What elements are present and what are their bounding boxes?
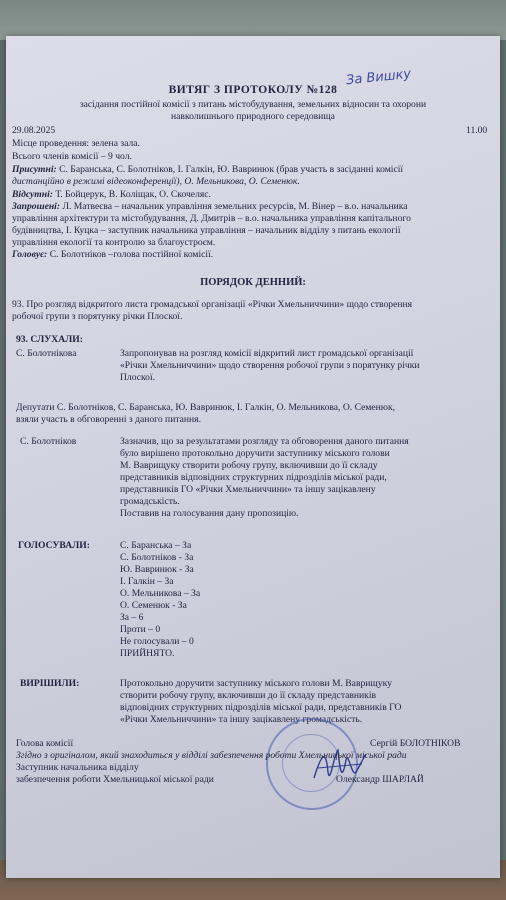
absent-names: Т. Бойцерук, В. Коліщак, О. Скочеляс. xyxy=(55,189,211,200)
present-label: Присутні: xyxy=(12,164,57,175)
chair-line xyxy=(12,249,213,262)
decided-line-1: Протокольно доручити заступнику міського голови М. Ваврищуку xyxy=(120,678,392,689)
vote-line: Проти – 0 xyxy=(120,624,161,635)
proposal-line-2: було вирішено протокольно доручити заступнику міського голови xyxy=(120,448,390,459)
proposal-line-3: М. Ваврищуку створити робочу групу, включивши до її складу xyxy=(120,460,378,471)
invited-label: Запрошені: xyxy=(12,201,61,212)
vote-line: Ю. Вавринюк - За xyxy=(120,564,194,575)
heard-text-line-1: Запропонував на розгляд комісії відкритий лист громадської організації xyxy=(120,348,414,359)
deputy-title-line-2: забезпечення роботи Хмельницької міської ради xyxy=(16,774,214,785)
decided-line-2: створити робочу групу, включивши до її складу представників xyxy=(120,690,377,701)
vote-result: ПРИЙНЯТО. xyxy=(120,648,175,659)
agenda-item-line-2: робочої групи з порятунку річки Плоскої. xyxy=(12,311,183,322)
present-line-2: дистанційно в режимі відеоконференції), О. Мельникова, О. Семенюк. xyxy=(12,176,300,187)
heard-title: 93. СЛУХАЛИ: xyxy=(16,334,83,345)
proposal-line-6: громадськість. xyxy=(120,496,180,507)
deputy-signature-name: Олександр ШАРЛАЙ xyxy=(336,774,424,785)
vote-line: С. Баранська – За xyxy=(120,540,192,551)
heard-text-line-2: «Річки Хмельниччини» щодо створення робочої групи з порятунку річки xyxy=(120,360,420,371)
proposal-line-4: представників відповідних структурних підрозділів міської ради, xyxy=(120,472,387,483)
heard-text-line-3: Плоскої. xyxy=(120,372,156,383)
proposal-speaker: С. Болотніков xyxy=(20,436,77,447)
proposal-line-5: представників ГО «Річки Хмельниччини» та іншу зацікавлену xyxy=(120,484,376,495)
invited-names: Л. Матвеєва – начальник управління земельних ресурсів, М. Вінер – в.о. начальника xyxy=(62,201,408,212)
meeting-date: 29.08.2025 xyxy=(12,125,56,136)
absent-line xyxy=(12,189,211,202)
proposal-line-7: Поставив на голосування дану пропозицію. xyxy=(120,508,299,519)
present-line-1 xyxy=(12,164,403,177)
members-count: Всього членів комісії – 9 чол. xyxy=(12,151,132,162)
heard-speaker: С. Болотнікова xyxy=(16,348,77,359)
vote-line: І. Галкін – За xyxy=(120,576,174,587)
vote-line: За – 6 xyxy=(120,612,144,623)
document-subtitle-line-1: засідання постійної комісії з питань містобудування, земельних відносин та охорони xyxy=(79,99,427,110)
document-subtitle-line-2: навколишнього природного середовища xyxy=(171,111,335,122)
deputy-title-line-1: Заступник начальника відділу xyxy=(16,762,139,773)
proposal-line-1: Зазначив, що за результатами розгляду та обговорення даного питання xyxy=(120,436,409,447)
agenda-title: ПОРЯДОК ДЕННИЙ: xyxy=(200,277,306,288)
chair-signature-title: Голова комісії xyxy=(16,738,74,749)
vote-line: Не голосували – 0 xyxy=(120,636,194,647)
meeting-time: 11.00 xyxy=(466,125,488,136)
vote-line: О. Семенюк - За xyxy=(120,600,187,611)
chair-signature-name: Сергій БОЛОТНІКОВ xyxy=(370,738,461,749)
vote-line: С. Болотніков - За xyxy=(120,552,194,563)
document-title: ВИТЯГ З ПРОТОКОЛУ №128 xyxy=(168,84,338,96)
chair-name: С. Болотніков –голова постійної комісії. xyxy=(49,249,214,260)
vote-line: О. Мельникова – За xyxy=(120,588,201,599)
invited-line-1 xyxy=(12,201,408,214)
decided-line-3: відповідних структурних підрозділів міської ради, представників ГО xyxy=(120,702,402,713)
certified-copy-note: Згідно з оригіналом, який знаходиться у відділі забезпечення роботи Хмельницької міської ради xyxy=(16,750,407,761)
handwritten-note: За Вишку xyxy=(345,66,412,89)
decided-line-4: «Річки Хмельниччини» та іншу зацікавлену громадськість. xyxy=(120,714,363,725)
chair-label: Головує: xyxy=(12,249,48,260)
vote-label: ГОЛОСУВАЛИ: xyxy=(18,540,90,551)
background-wall xyxy=(0,0,506,40)
absent-label: Відсутні: xyxy=(12,189,53,200)
invited-line-4: управління екології та контролю за благоустроєм. xyxy=(12,237,216,248)
decided-label: ВИРІШИЛИ: xyxy=(20,678,80,689)
present-names: С. Баранська, С. Болотніков, І. Галкін, Ю. Вавринюк (брав участь в засіданні комісії xyxy=(59,164,404,175)
invited-line-2: управління архітектури та містобудування, Д. Дмитрів – в.о. начальника управління капітального xyxy=(12,213,411,224)
deputies-line-2: взяли участь в обговоренні з даного питання. xyxy=(16,414,201,425)
agenda-item-line-1: 93. Про розгляд відкритого листа громадської організації «Річки Хмельниччини» щодо створення xyxy=(12,299,413,310)
invited-line-3: будівництва, І. Куцка – заступник начальника управління – начальник відділу з питань екології xyxy=(12,225,401,236)
meeting-place: Місце проведення: зелена зала. xyxy=(12,138,140,149)
deputies-line-1: Депутати С. Болотніков, С. Баранська, Ю. Вавринюк, І. Галкін, О. Мельникова, О. Семенюк, xyxy=(16,402,396,413)
